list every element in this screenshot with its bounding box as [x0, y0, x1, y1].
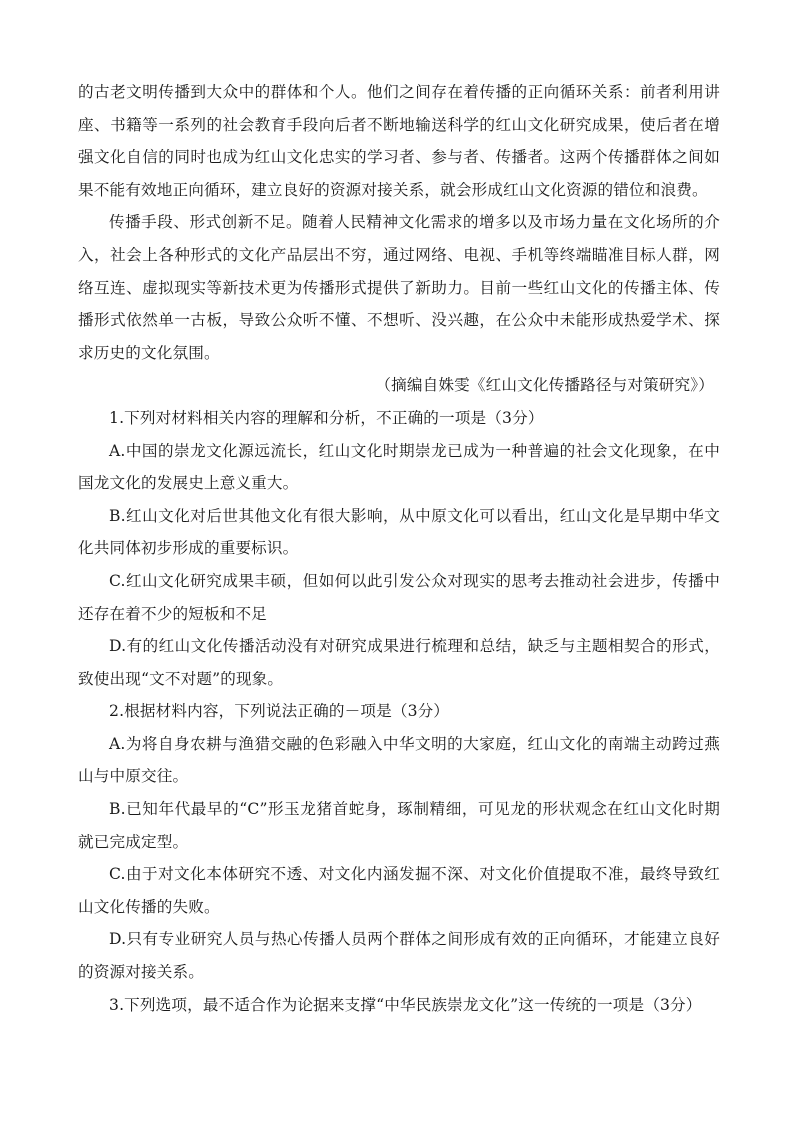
- question-stem: 1.下列对材料相关内容的理解和分析，不正确的一项是（3分）: [109, 408, 544, 427]
- question-2: [78, 695, 720, 988]
- option-d: D.有的红山文化传播活动没有对研究成果进行梳理和总结，缺乏与主题相契合的形式，致使出现“文不对题”的现象。: [78, 637, 720, 688]
- option-b: B.已知年代最早的“C”形玉龙猪首蛇身，琢制精细，可见龙的形状观念在红山文化时期就已完成定型。: [78, 800, 720, 851]
- question-stem: 2.根据材料内容，下列说法正确的－项是（3分）: [109, 702, 450, 721]
- passage-paragraph-2: 传播手段、形式创新不足。随着人民精神文化需求的增多以及市场力量在文化场所的介入，社会上各种形式的文化产品层出不穷，通过网络、电视、手机等终端瞄准目标人群，网络互连、虚拟现实等新技术更为传播形式提供了新助力。目前一些红山文化的传播主体、传播形式依然单一古板，导致公众听不懂、不想听、没兴趣，在公众中未能形成热爱学术、探求历史的文化氛围。: [78, 213, 720, 362]
- document-page: [78, 76, 720, 1021]
- option-a: A.为将自身农耕与渔猎交融的色彩融入中华文明的大家庭，红山文化的南端主动跨过燕山与中原交往。: [78, 734, 720, 786]
- option-c: C.由于对文化本体研究不透、对文化内涵发掘不深、对文化价值提取不准，最终导致红山文化传播的失败。: [78, 865, 720, 916]
- option-b: B.红山文化对后世其他文化有很大影响，从中原文化可以看出，红山文化是早期中华文化共同体初步形成的重要标识。: [78, 506, 720, 558]
- question-1: [78, 402, 720, 695]
- passage-paragraph-1: 的古老文明传播到大众中的群体和个人。他们之间存在着传播的正向循环关系：前者利用讲座、书籍等一系列的社会教育手段向后者不断地输送科学的红山文化研究成果，使后者在增强文化自信的同时也成为红山文化忠实的学习者、参与者、传播者。这两个传播群体之间如果不能有效地正向循环，建立良好的资源对接关系，就会形成红山文化资源的错位和浪费。: [78, 83, 720, 199]
- passage-source: （摘编自姝雯《红山文化传播路径与对策研究》）: [375, 376, 714, 395]
- question-3: [78, 989, 720, 1022]
- option-d: D.只有专业研究人员与热心传播人员两个群体之间形成有效的正向循环，才能建立良好的资源对接关系。: [78, 930, 720, 982]
- question-stem: 3.下列选项，最不适合作为论据来支撑“中华民族崇龙文化”这一传统的一项是（3分）: [109, 995, 702, 1014]
- option-c: C.红山文化研究成果丰硕，但如何以此引发公众对现实的思考去推动社会进步，传播中还存在着不少的短板和不足: [78, 571, 720, 623]
- option-a: A.中国的崇龙文化源远流长，红山文化时期崇龙已成为一种普遍的社会文化现象，在中国龙文化的发展史上意义重大。: [78, 441, 720, 493]
